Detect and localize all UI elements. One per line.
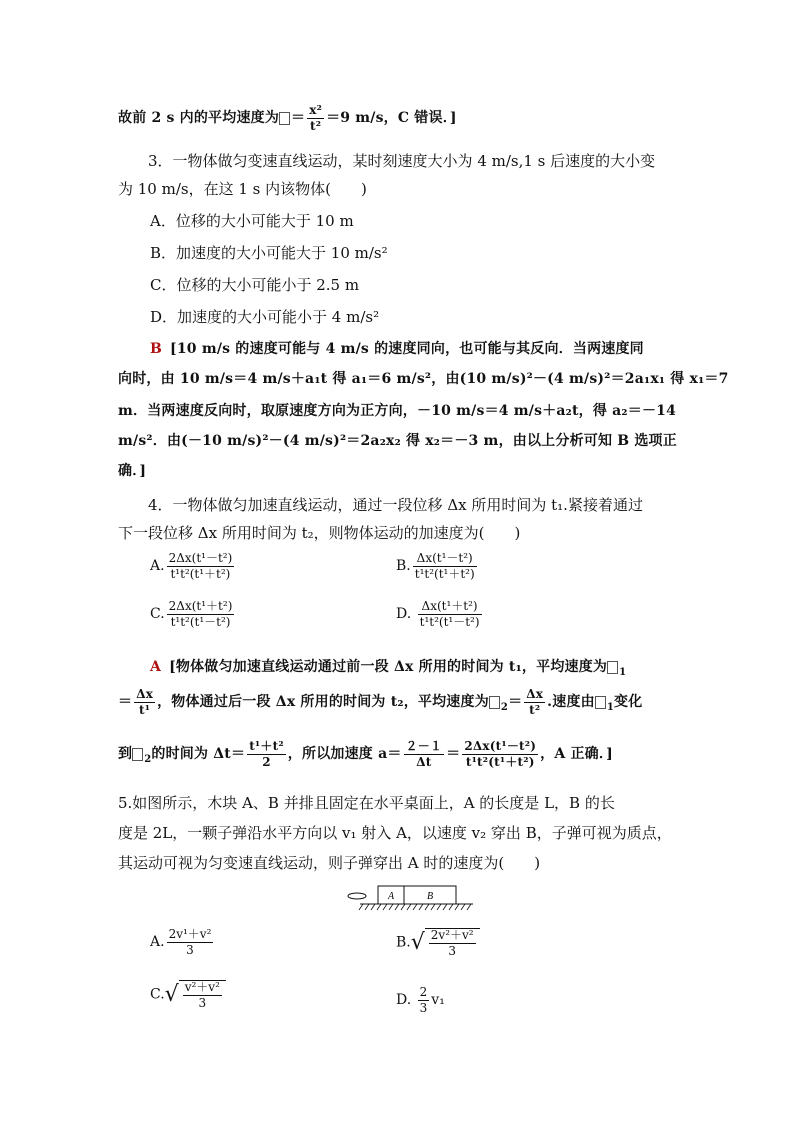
vbar-box bbox=[132, 748, 143, 761]
q4-c-label: C. bbox=[150, 606, 165, 623]
q4-option-d bbox=[396, 600, 484, 628]
q4-b-label: B. bbox=[396, 558, 411, 575]
q5-a-fraction bbox=[167, 928, 214, 956]
q3-explanation-line3: m．当两速度反向时，取原速度方向为正方向，－10 m/s＝4 m/s＋a₂t，得 a₂＝－14 bbox=[118, 403, 677, 419]
q4-a-label: A. bbox=[150, 558, 165, 575]
q3-explanation-line5: 确．] bbox=[118, 463, 147, 479]
q4-explanation-line3 bbox=[118, 740, 613, 768]
q3-option-b: B．加速度的大小可能大于 10 m/s² bbox=[150, 244, 388, 262]
q5-option-a bbox=[150, 928, 215, 956]
q4-line2: 下一段位移 Δx 所用时间为 t₂，则物体运动的加速度为( ) bbox=[118, 524, 521, 542]
q4-ex3-mid2: ，所以加速度 a＝ bbox=[287, 746, 402, 763]
q5-line2: 度是 2L，一颗子弹沿水平方向以 v₁ 射入 A，以速度 v₂ 穿出 B，子弹可视为质点， bbox=[118, 824, 672, 842]
q4-line1: 4．一物体做匀加速直线运动，通过一段位移 Δx 所用时间为 t₁.紧接着通过 bbox=[148, 496, 643, 514]
q4-d-label: D. bbox=[396, 606, 412, 623]
q4-ex3c-num: 2Δx(t¹－t²) bbox=[464, 739, 537, 753]
q4-ex1-sub: 1 bbox=[619, 666, 627, 678]
sqrt-icon: √ bbox=[410, 930, 425, 956]
q3-ex1-text: [10 m/s 的速度可能与 4 m/s 的速度同向，也可能与其反向．当两速度同 bbox=[170, 341, 644, 357]
q4-ex1-text: [物体做匀加速直线运动通过前一段 Δx 所用的时间为 t₁，平均速度为 bbox=[169, 659, 608, 675]
q5-line3: 其运动可视为匀变速直线运动，则子弹穿出 A 时的速度为( ) bbox=[118, 854, 541, 872]
q4-c-den: t¹t²(t¹－t²) bbox=[170, 614, 231, 629]
q5-d-fraction bbox=[418, 986, 430, 1014]
q5-option-c bbox=[150, 980, 226, 1009]
q4-ex3b-num: ２－１ bbox=[405, 739, 443, 753]
q5-option-d bbox=[396, 986, 445, 1014]
q5-c-den: 3 bbox=[198, 995, 207, 1010]
top-fraction bbox=[307, 104, 324, 132]
q5-d-den: 3 bbox=[419, 1000, 428, 1015]
q4-ex2a-num: Δx bbox=[136, 687, 154, 701]
q4-ex2-v1: 1 bbox=[606, 701, 615, 713]
q4-a-fraction bbox=[167, 552, 235, 580]
q5-d-num: 2 bbox=[419, 985, 428, 999]
q4-d-num: Δx(t¹＋t²) bbox=[418, 600, 482, 615]
q4-a-num: 2Δx(t¹－t²) bbox=[168, 551, 233, 565]
q3-answer: B bbox=[150, 341, 163, 357]
q4-ex3a-den: 2 bbox=[262, 754, 271, 769]
q4-ex3-tail: ，A 正确．] bbox=[540, 746, 613, 763]
q4-ex2a-fraction bbox=[134, 688, 155, 716]
q4-a-den: t¹t²(t¹＋t²) bbox=[170, 566, 231, 581]
q4-c-num: 2Δx(t¹＋t²) bbox=[168, 599, 233, 613]
q5-c-num: v²＋v² bbox=[184, 980, 220, 994]
top-eq: ＝ bbox=[291, 110, 306, 127]
q3-explanation-line4: m/s²．由(－10 m/s)²－(4 m/s)²＝2a₂x₂ 得 x₂＝－3 m，由以上分析可知 B 选项正 bbox=[118, 433, 677, 449]
q3-line1: 3．一物体做匀变速直线运动，某时刻速度大小为 4 m/s,1 s 后速度的大小变 bbox=[148, 152, 656, 170]
q5-c-label: C. bbox=[150, 986, 165, 1003]
vbar-box bbox=[279, 112, 290, 125]
q4-ex2-eqpre: ＝ bbox=[118, 694, 133, 711]
q4-answer: A bbox=[150, 659, 162, 675]
q5-a-label: A. bbox=[150, 934, 165, 951]
q4-ex3a-fraction bbox=[247, 740, 286, 768]
q4-b-num: Δx(t¹－t²) bbox=[413, 552, 477, 567]
q5-c-radicand bbox=[179, 980, 226, 1009]
q4-ex2b-den: t² bbox=[529, 702, 541, 717]
q4-ex2b-fraction bbox=[524, 688, 545, 716]
q5-b-num: 2v²＋v² bbox=[430, 928, 474, 942]
ground-hatch bbox=[359, 904, 471, 910]
q4-explanation-line2 bbox=[118, 688, 642, 716]
q4-ex3c-fraction bbox=[462, 740, 538, 768]
bullet-icon bbox=[348, 893, 366, 899]
q4-b-fraction bbox=[413, 552, 477, 580]
q5-a-num: 2v¹＋v² bbox=[168, 927, 212, 941]
top-frac-den: t² bbox=[310, 118, 322, 133]
q4-ex2b-num: Δx bbox=[526, 687, 544, 701]
q5-a-den: 3 bbox=[186, 942, 194, 957]
q5-option-b bbox=[396, 928, 480, 957]
q4-ex3a-num: t¹＋t² bbox=[249, 739, 284, 753]
q3-line2: 为 10 m/s，在这 1 s 内该物体( ) bbox=[118, 180, 367, 198]
q3-option-c: C．位移的大小可能小于 2.5 m bbox=[150, 276, 360, 294]
q4-option-a bbox=[150, 552, 236, 580]
top-tail: ＝9 m/s，C 错误．] bbox=[326, 110, 457, 127]
q4-ex3-eq: ＝ bbox=[446, 746, 461, 763]
q4-d-fraction bbox=[418, 600, 482, 628]
top-frac-num: x² bbox=[309, 103, 323, 117]
block-a-label: A bbox=[387, 891, 395, 902]
q3-option-a: A．位移的大小可能大于 10 m bbox=[150, 212, 354, 230]
top-line bbox=[118, 104, 457, 132]
block-b-label: B bbox=[426, 891, 434, 902]
q4-ex3b-fraction bbox=[404, 740, 445, 768]
vbar-box bbox=[595, 696, 606, 709]
q5-d-tail: v₁ bbox=[431, 992, 445, 1009]
q4-d-den: t¹t²(t¹－t²) bbox=[419, 614, 480, 629]
top-text: 故前 2 s 内的平均速度为 bbox=[118, 110, 280, 127]
q3-option-d: D．加速度的大小可能小于 4 m/s² bbox=[150, 308, 380, 326]
q3-explanation-line1 bbox=[150, 338, 644, 358]
q5-b-den: 3 bbox=[448, 943, 457, 958]
sqrt-icon: √ bbox=[164, 982, 179, 1008]
q4-ex2-change: 变化 bbox=[614, 694, 643, 711]
q4-ex3-pre: 到 bbox=[118, 746, 133, 763]
q4-ex2-tail: .速度由 bbox=[547, 694, 595, 711]
blocks-diagram bbox=[345, 880, 475, 916]
q4-ex2a-den: t¹ bbox=[139, 702, 151, 717]
vbar-box bbox=[607, 661, 618, 674]
q4-explanation-line1 bbox=[150, 656, 626, 678]
q4-option-b bbox=[396, 552, 479, 580]
q4-ex2-mid: ，物体通过后一段 Δx 所用的时间为 t₂，平均速度为 bbox=[157, 694, 489, 711]
q5-d-label: D. bbox=[396, 992, 412, 1009]
q4-ex2-eq: ＝ bbox=[508, 694, 523, 711]
q4-ex2-v2: 2 bbox=[500, 701, 509, 713]
q5-c-fraction bbox=[183, 981, 222, 1009]
q5-b-fraction bbox=[429, 929, 476, 957]
q5-line1: 5.如图所示，木块 A、B 并排且固定在水平桌面上，A 的长度是 L，B 的长 bbox=[118, 794, 615, 812]
q4-ex3-mid: 的时间为 Δt＝ bbox=[151, 746, 246, 763]
q5-b-label: B. bbox=[396, 934, 411, 951]
q4-option-c bbox=[150, 600, 236, 628]
q3-explanation-line2: 向时，由 10 m/s＝4 m/s＋a₁t 得 a₁＝6 m/s²，由(10 m/s)²－(4 m/s)²＝2a₁x₁ 得 x₁＝7 bbox=[118, 371, 729, 387]
q4-ex3c-den: t¹t²(t¹＋t²) bbox=[465, 754, 535, 769]
q4-ex3-v2: 2 bbox=[144, 753, 152, 765]
vbar-box bbox=[489, 696, 500, 709]
q4-c-fraction bbox=[167, 600, 235, 628]
q4-ex3b-den: Δt bbox=[416, 754, 432, 769]
q4-b-den: t¹t²(t¹＋t²) bbox=[414, 566, 475, 581]
q5-b-radicand bbox=[425, 928, 480, 957]
